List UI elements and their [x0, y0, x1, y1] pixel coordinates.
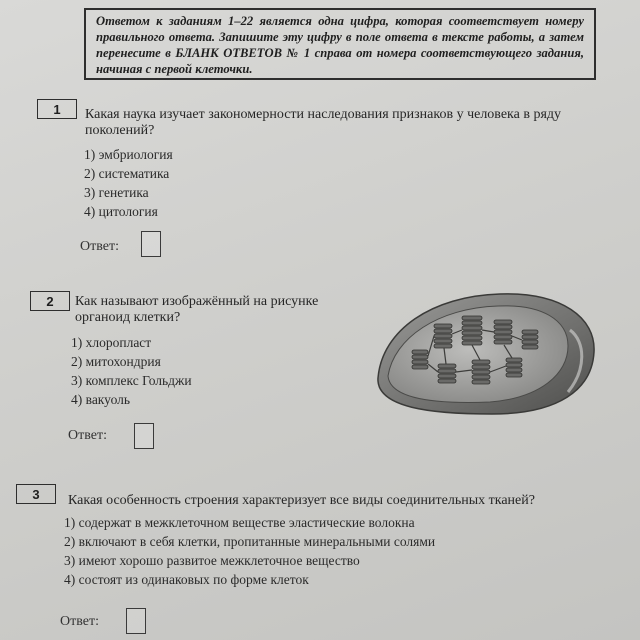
grana-stack	[434, 324, 452, 348]
option-3-1: 1) содержат в межклеточном веществе эластические волокна	[64, 515, 415, 530]
option-3-3: 3) имеют хорошо развитое межклеточное вещество	[64, 553, 360, 568]
grana-stack	[472, 360, 490, 384]
option-2-2: 2) митохондрия	[71, 354, 161, 369]
question-number-2: 2	[30, 291, 70, 311]
answer-box-2[interactable]	[134, 423, 154, 449]
options-list-1	[84, 145, 173, 221]
answer-label-2: Ответ:	[68, 428, 107, 443]
option-2-4: 4) вакуоль	[71, 392, 131, 407]
option-1-3: 3) генетика	[84, 185, 149, 200]
option-1-1: 1) эмбриология	[84, 147, 173, 162]
question-text-2: Как называют изображённый на рисунке органоид клетки?	[75, 294, 319, 325]
options-list-3	[64, 513, 435, 589]
instruction-box: Ответом к заданиям 1–22 является одна цифра, которая соответствует номеру правильного ответа. Запишите эту цифру в поле ответа в тексте работы, а затем перенесите в БЛАНК ОТВЕТОВ № 1 справа от номера соответствующего задания, начиная с первой клеточки.	[84, 8, 596, 80]
answer-label-3: Ответ:	[60, 614, 99, 629]
organelle-illustration	[372, 290, 600, 418]
option-2-1: 1) хлоропласт	[71, 335, 152, 350]
option-3-2: 2) включают в себя клетки, пропитанные минеральными солями	[64, 534, 436, 549]
question-number-3: 3	[16, 484, 56, 504]
grana-stack	[494, 320, 512, 344]
question-text-1: Какая наука изучает закономерности наследования признаков у человека в ряду поколений?	[85, 107, 562, 138]
answer-box-1[interactable]	[141, 231, 161, 257]
question-number-1: 1	[37, 99, 77, 119]
answer-box-3[interactable]	[126, 608, 146, 634]
answer-label-1: Ответ:	[80, 239, 119, 254]
option-3-4: 4) состоят из одинаковых по форме клеток	[64, 572, 309, 587]
option-1-4: 4) цитология	[84, 204, 158, 219]
options-list-2	[71, 333, 192, 409]
option-1-2: 2) систематика	[84, 166, 170, 181]
option-2-3: 3) комплекс Гольджи	[71, 373, 192, 388]
question-text-3: Какая особенность строения характеризует все виды соединительных тканей?	[68, 493, 535, 508]
